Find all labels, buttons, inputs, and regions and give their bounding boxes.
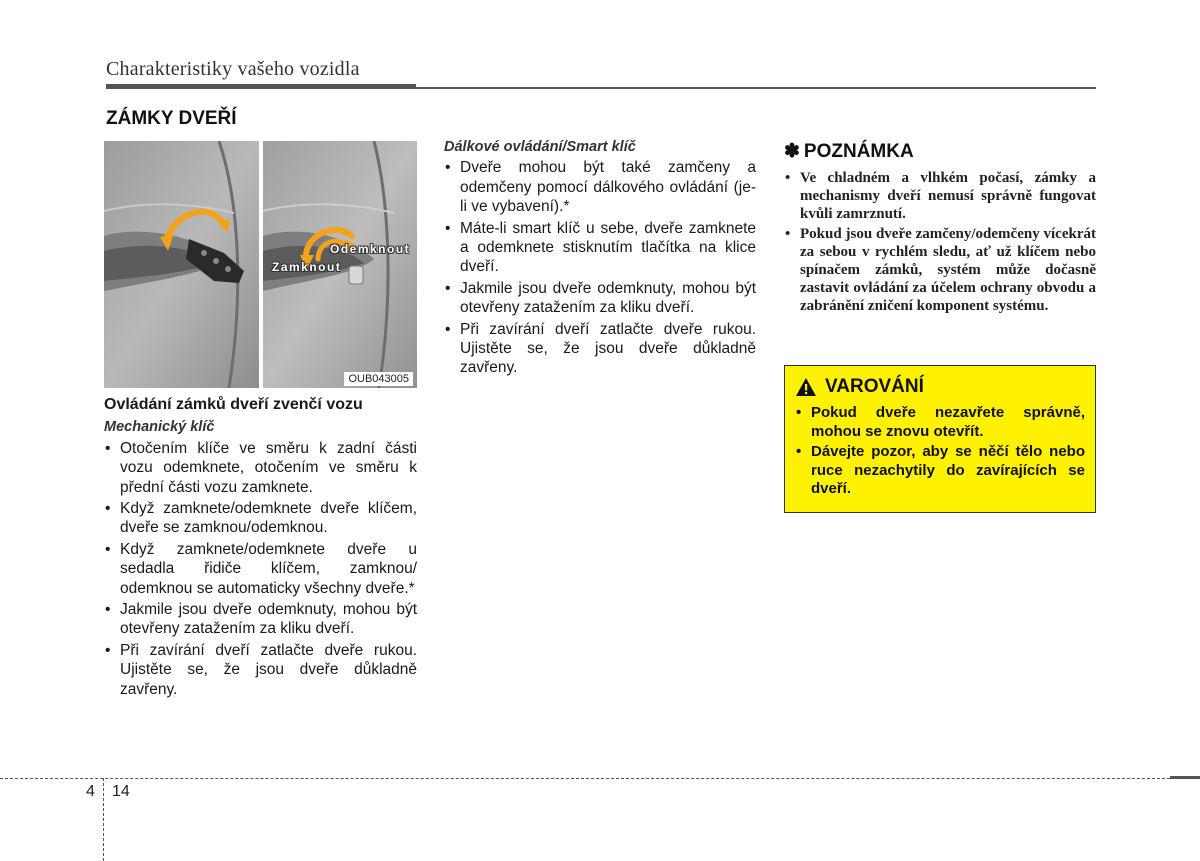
door-handle-illustration: [104, 141, 417, 388]
note-box: [784, 140, 1096, 317]
remote-title: Dálkové ovládání/Smart klíč: [444, 139, 636, 155]
list-item: • Při zavírání dveří zatlačte dveře rukou. Ujistěte se, že jsou dveře důkladně zavřeny.: [104, 641, 417, 699]
running-header: Charakteristiky vašeho vozidla: [106, 58, 360, 80]
list-item: • Dávejte pozor, aby se něčí tělo nebo ruce nezachytily do zavírajících se dveří.: [795, 443, 1085, 499]
subhead-exterior: Ovládání zámků dveří zvenčí vozu: [104, 396, 363, 413]
list-item: • Máte-li smart klíč u sebe, dveře zamknete a odemknete stisknutím tlačítka na klice dveří.: [444, 219, 756, 277]
warning-list: [795, 404, 1085, 499]
list-item: • Když zamknete/odemknete dveře u sedadla řidiče klíčem, zamknou/ odemknou se automaticky všechny dveře.*: [104, 540, 417, 598]
footer-vertical-rule: [103, 778, 104, 861]
list-item: • Jakmile jsou dveře odemknuty, mohou být otevřeny zatažením za kliku dveří.: [104, 600, 417, 639]
lock-label: Zamknout: [272, 260, 342, 274]
warning-box: [784, 365, 1096, 513]
note-title: [784, 140, 1096, 163]
list-item: • Ve chladném a vlhkém počasí, zámky a mechanismy dveří nemusí správně fungovat kvůli zamrznutí.: [784, 169, 1096, 223]
note-title-text: POZNÁMKA: [803, 140, 914, 162]
list-item: • Otočením klíče ve směru k zadní části vozu odemknete, otočením ve směru k přední části vozu zamknete.: [104, 439, 417, 497]
header-rule-thin: [416, 87, 1096, 89]
warning-triangle-icon: [795, 377, 817, 397]
warning-title: [795, 376, 1085, 398]
list-item: • Když zamknete/odemknete dveře klíčem, dveře se zamknou/odemknou.: [104, 499, 417, 538]
mechanical-key-list: [104, 439, 417, 699]
note-list: [784, 169, 1096, 315]
remote-list: [444, 158, 756, 377]
list-item: • Jakmile jsou dveře odemknuty, mohou být otevřeny zatažením za kliku dveří.: [444, 279, 756, 318]
list-item: • Při zavírání dveří zatlačte dveře rukou. Ujistěte se, že jsou dveře důkladně zavřeny.: [444, 320, 756, 378]
header-rule-thick: [106, 84, 416, 89]
footer-rule: [0, 778, 1200, 779]
mechanical-key-title: Mechanický klíč: [104, 419, 215, 436]
footer-tick: [1170, 776, 1200, 779]
list-item: • Dveře mohou být také zamčeny a odemčeny pomocí dálkového ovládání (je-li ve vybavení).*: [444, 158, 756, 216]
column-exterior-control: [104, 395, 417, 701]
list-item: • Pokud jsou dveře zamčeny/odemčeny vícekrát za sebou v rychlém sledu, ať už klíčem nebo spínačem zámků, systém může dočasně zastavit ovládání za účelem ochrany obvodu a zabránění zničení komponent systému.: [784, 225, 1096, 315]
column-remote-control: [444, 138, 756, 380]
warning-title-text: VAROVÁNÍ: [825, 376, 924, 397]
page-number: 14: [112, 783, 130, 800]
door-lock-figure: [104, 141, 417, 388]
mechanical-key-icon: [349, 266, 363, 284]
unlock-label: Odemknout: [330, 242, 411, 256]
chapter-number: 4: [86, 783, 95, 800]
list-item: • Pokud dveře nezavřete správně, mohou se znovu otevřít.: [795, 404, 1085, 441]
asterisk-icon: ✽: [784, 141, 800, 162]
figure-code: OUB043005: [344, 372, 413, 386]
section-title: ZÁMKY DVEŘÍ: [106, 108, 237, 129]
